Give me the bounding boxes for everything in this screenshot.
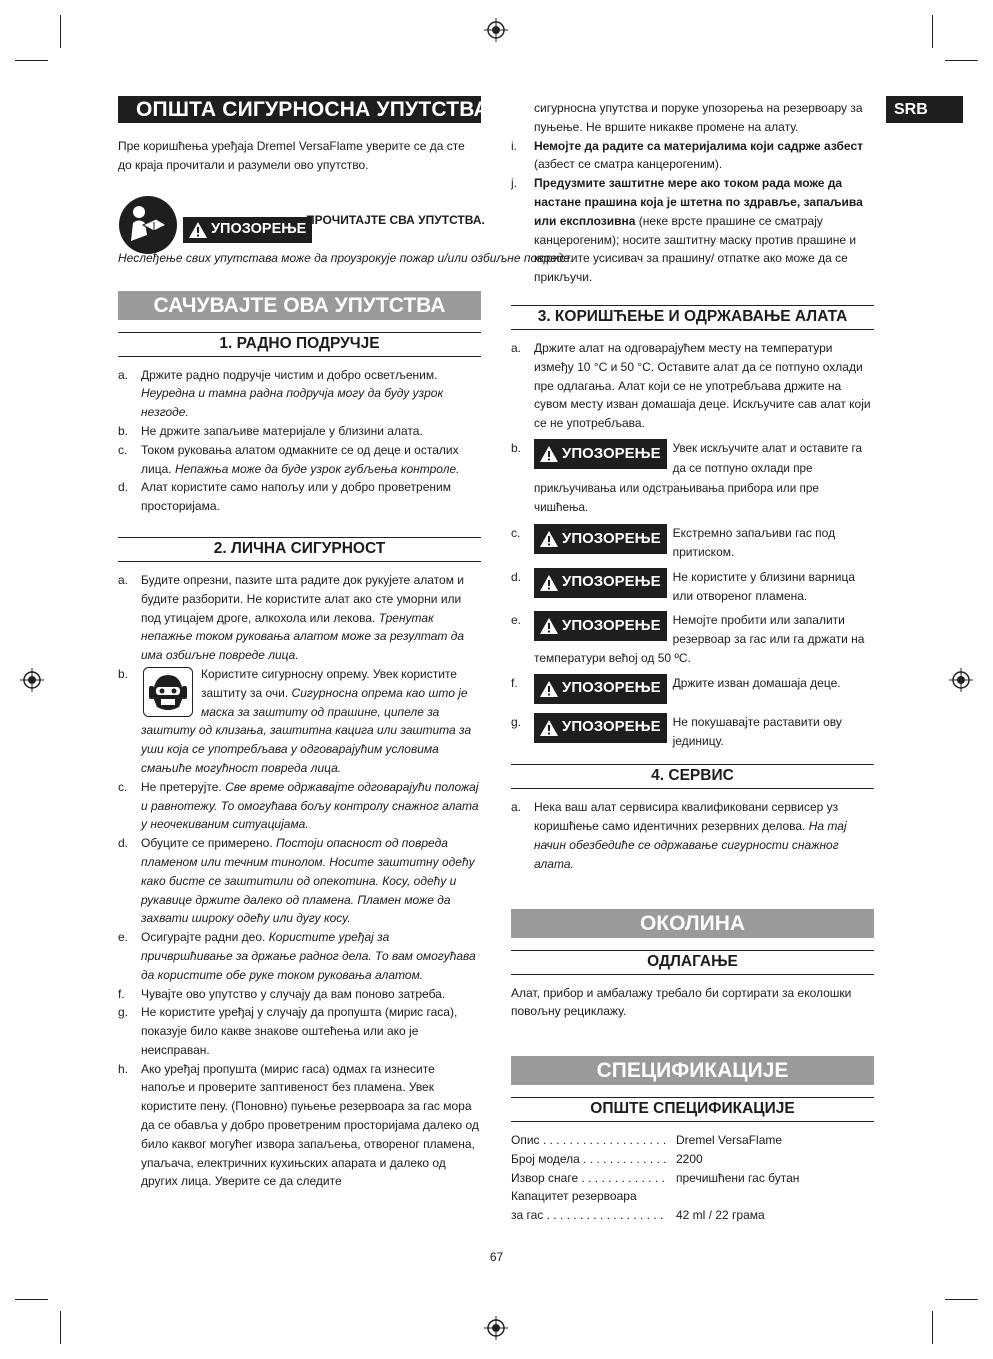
registration-mark-icon — [20, 668, 44, 692]
section-title-personal-safety: 2. ЛИЧНА СИГУРНОСТ — [118, 537, 481, 562]
list-item: h. Ако уређај пропушта (мирис гаса) одмах га изнесите напоље и проверите заптивеност без пламена. Увек користите пену. (Поновно) пуњење резервоара за гас мора да се обавља у добро проветреним просторијама далеко од било каквог могућег извора запаљења, отвореног пламена, упаљача, електричних кухињских апарата и далеко од других лица. Уверите се да следите — [118, 1061, 479, 1189]
warning-badge: УПОЗОРЕЊЕ — [534, 611, 667, 641]
list-item: c. Током руковања алатом одмакните се од деце и осталих лица. Непажња може да буде узрок губљења контроле. — [118, 442, 460, 476]
warning-badge: УПОЗОРЕЊЕ — [534, 568, 667, 598]
warning-triangle-icon — [539, 574, 559, 592]
disposal-text: Алат, прибор и амбалажу требало би сортирати за еколошки повољну рециклажу. — [511, 985, 852, 1019]
page-number: 67 — [489, 1250, 504, 1264]
list-item: b. Користите сигурносну опрему. Увек користите заштиту за очи. Сигурносна опрема као што је маска за заштиту од прашине, ципеле за заштиту од клизања, заштитна кацига или заштита за уши која се употребљава у одговарајућим условима смањиће могућност повреда лица. — [118, 666, 472, 775]
right-column — [511, 99, 874, 1225]
list-item: d. Обуците се примерено. Постоји опасност од повреда пламеном или течним тинолом. Носите заштитну одећу како бисте се заштитили од опекотина. Косу, одећу и рукавице држите далеко од пламена. Пламен може да захвати широку одећу или дугу косу. — [118, 836, 475, 926]
list-item: j. Предузмите заштитне мере ако током рада може да настане прашина која је штетна по здравље, запаљива или експлозивна (неке врсте прашине се сматрају канцерогеним); носите заштитну маску против прашине и користите усисивач за прашину/ отпатке ако може да се прикључи. — [511, 176, 863, 285]
warning-heading: ПРОЧИТАЈТЕ СВА УПУТСТВА. — [306, 212, 485, 227]
protective-gear-icon — [143, 667, 193, 717]
crop-mark — [932, 15, 933, 48]
list-item: a. Нека ваш алат сервисира квалификовани сервисер уз коришћење само идентичних резервних делова. На тај начин обезбедиће се одржавање сигурности снажног алата. — [511, 800, 847, 871]
list-item: a. Држите алат на одговарајућем месту на температури између 10 °C и 50 °C. Оставите алат да се потпуно охлади пре одлагања. Алат који се не употребљава држите на сувом месту изван домашаја деце. Искључите сав алат који се не употребљава. — [511, 340, 871, 431]
warning-item: d. УПОЗОРЕЊЕ Не користите у близини варница или отвореног пламена. — [511, 569, 855, 603]
list-item: c. Не претерујте. Све време одржавајте одговарајући положај и равнотежу. То омогућава бољу контролу снажног алата у неочекиваним ситуацијама. — [118, 779, 479, 832]
left-column — [118, 94, 574, 1191]
warning-text: Неслеђење свих упутстава може да проузрокује пожар и/или озбиљне повреде. — [118, 250, 574, 265]
crop-mark — [15, 60, 48, 61]
specifications-title: СПЕЦИФИКАЦИЈЕ — [511, 1056, 874, 1085]
list-item: f. Чувајте ово упутство у случају да вам поново затреба. — [118, 986, 446, 1001]
crop-mark — [945, 60, 978, 61]
personal-safety-list — [118, 571, 481, 1191]
registration-mark-icon — [484, 1316, 508, 1340]
spec-row: за гас . . . . . . . . . . . . . . . . . . 42 ml / 22 грама — [511, 1208, 765, 1223]
warning-triangle-icon — [539, 680, 559, 698]
environment-title: ОКОЛИНА — [511, 909, 874, 938]
save-instructions-title: САЧУВАЈТЕ ОВА УПУТСТВА — [118, 291, 481, 320]
warning-item: b. УПОЗОРЕЊЕ Увек искључите алат и оставите га да се потпуно охлади пре прикључивања или одстрањивања прибора или пре чишћења. — [511, 440, 863, 515]
list-item: d. Алат користите само напољу или у добро проветреним просторијама. — [118, 480, 451, 514]
main-title: ОПШТА СИГУРНОСНА УПУТСТВА — [118, 96, 481, 123]
crop-mark — [60, 15, 61, 48]
warning-item: f. УПОЗОРЕЊЕ Држите изван домашаја деце. — [511, 674, 874, 704]
crop-mark — [60, 1311, 61, 1344]
registration-mark-icon — [949, 668, 973, 692]
section-title-service: 4. СЕРВИС — [511, 764, 874, 789]
intro-text: Пре коришћења уређаја Dremel VersaFlame уверите се да сте до краја прочитали и разумели ово упутство. — [118, 139, 465, 172]
list-item: e. Осигурајте радни део. Користите уређај за причвршћивање за држање радног дела. То вам омогућава да користите обе руке током руковања алатом. — [118, 930, 476, 982]
read-manual-icon — [118, 195, 178, 255]
warning-triangle-icon — [539, 530, 559, 548]
list-item: b. Не држите запаљиве материјале у близини алата. — [118, 423, 423, 438]
spec-row: Капацитет резервоара — [511, 1189, 637, 1204]
warning-triangle-icon — [539, 445, 559, 463]
crop-mark — [945, 1299, 978, 1300]
work-area-list — [118, 366, 481, 516]
section-title-work-area: 1. РАДНО ПОДРУЧЈЕ — [118, 332, 481, 357]
read-instructions-warning — [118, 195, 574, 267]
spec-list — [511, 1131, 874, 1225]
warning-triangle-icon — [188, 221, 208, 239]
warning-triangle-icon — [539, 719, 559, 737]
language-tab: SRB — [886, 96, 963, 123]
spec-row: Опис . . . . . . . . . . . . . . . . . . . Dremel VersaFlame — [511, 1133, 783, 1148]
tool-use-list — [511, 339, 874, 750]
warning-badge — [183, 217, 312, 245]
section-title-general-specs: ОПШТЕ СПЕЦИФИКАЦИЈЕ — [511, 1097, 874, 1122]
crop-mark — [15, 1299, 48, 1300]
crop-mark — [932, 1311, 933, 1344]
spec-row: Извор снаге . . . . . . . . . . . . . пречишћени гас бутан — [511, 1170, 800, 1185]
warning-item: e. УПОЗОРЕЊЕ Немојте пробити или запалити резервоар за гас или га држати на температури већој од 50 ºC. — [511, 613, 865, 665]
list-item: g. Не користите уређај у случају да пропушта (мирис гаса), показује било какве знакове оштећења или ако је неисправан. — [118, 1005, 458, 1057]
warning-item: g. УПОЗОРЕЊЕ Не покушавајте раставити ову јединицу. — [511, 714, 842, 748]
warning-badge: УПОЗОРЕЊЕ — [534, 713, 667, 743]
list-item: a. Будите опрезни, пазите шта радите док рукујете алатом и будите разборити. Не користите алат ако сте уморни или под утицајем дроге, алкохола или лекова. Тренутак непажње током руковања алатом може за резултат да има озбиљне повреде лица. — [118, 572, 465, 663]
section-title-disposal: ОДЛАГАЊЕ — [511, 950, 874, 975]
section-title-tool-use: 3. КОРИШЋЕЊЕ И ОДРЖАВАЊЕ АЛАТА — [511, 305, 874, 330]
warning-triangle-icon — [539, 617, 559, 635]
list-item: a. Држите радно подручје чистим и добро осветљеним. Неуредна и тамна радна подручја могу да буду узрок незгоде. — [118, 367, 444, 420]
warning-badge-label: УПОЗОРЕЊЕ — [211, 221, 307, 238]
list-item-continued: сигурносна упутства и поруке упозорења на резервоару за пуњење. Не вршите никакве промене на алату. — [534, 101, 863, 134]
warning-badge: УПОЗОРЕЊЕ — [534, 674, 667, 704]
warning-badge: УПОЗОРЕЊЕ — [534, 439, 667, 469]
list-item: i. Немојте да радите са материјалима који садрже азбест (азбест се сматра канцерогеним). — [511, 138, 863, 172]
registration-mark-icon — [484, 18, 508, 42]
warning-item: c. УПОЗОРЕЊЕ Екстремно запаљиви гас под притиском. — [511, 526, 836, 559]
spec-row: Број модела . . . . . . . . . . . . . 2200 — [511, 1151, 703, 1166]
warning-badge: УПОЗОРЕЊЕ — [534, 524, 667, 554]
service-list — [511, 798, 874, 873]
